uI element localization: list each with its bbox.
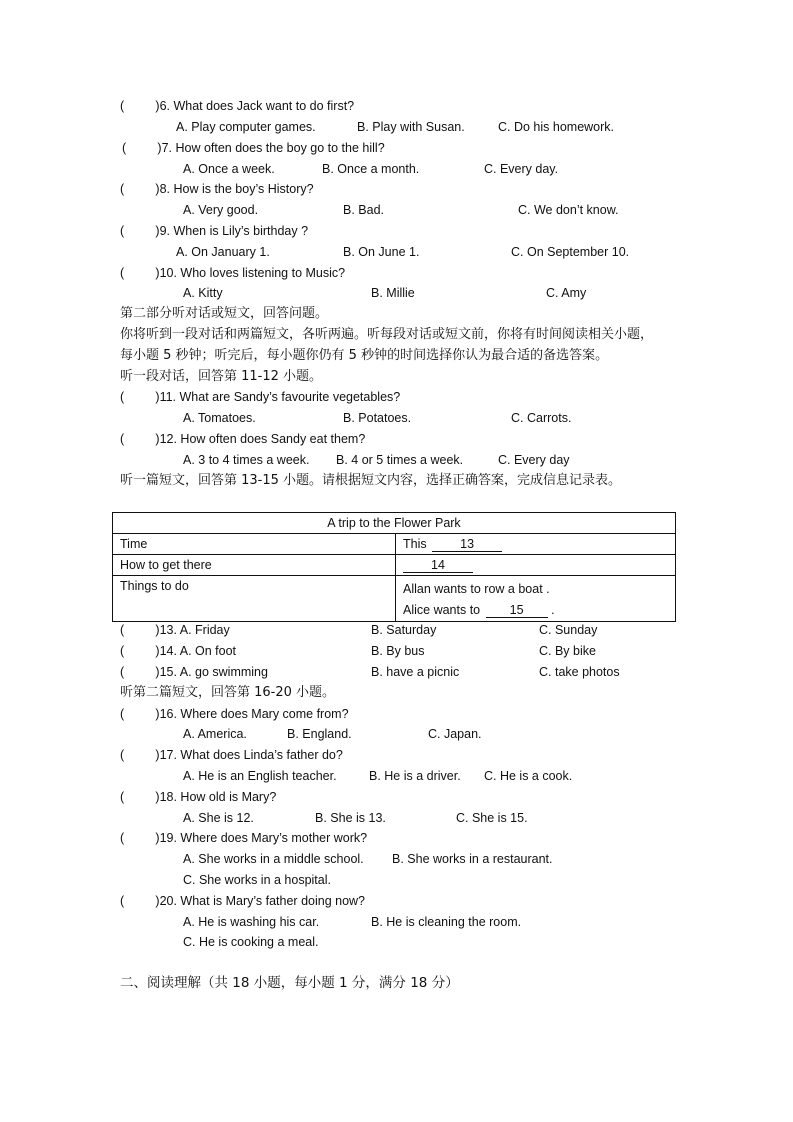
option-c: C. Sunday [539, 623, 598, 637]
table-label-time: Time [113, 534, 396, 555]
answer-blank-14: 14 [403, 558, 473, 573]
option-b: B. Millie [371, 286, 415, 300]
option-a: A. On January 1. [176, 245, 270, 259]
info-record-table [112, 512, 676, 622]
table-title: A trip to the Flower Park [113, 513, 676, 534]
option-c: C. Japan. [428, 727, 482, 741]
option-b: B. Saturday [371, 623, 437, 637]
question-stem: ( )14. A. On foot [120, 644, 237, 658]
option-c: C. Every day. [484, 162, 559, 176]
option-a: A. He is washing his car. [183, 915, 320, 929]
option-b: B. She is 13. [315, 811, 386, 825]
table-label-transport: How to get there [113, 555, 396, 576]
option-c: C. He is cooking a meal. [183, 935, 319, 949]
question-stem: ( )20. What is Mary’s father doing now? [120, 894, 366, 908]
activity-line [403, 600, 668, 621]
table-cell-transport [396, 555, 676, 576]
option-c: C. She is 15. [456, 811, 528, 825]
option-b: B. She works in a restaurant. [392, 852, 553, 866]
option-b: B. Potatoes. [343, 411, 412, 425]
question-stem: ( )10. Who loves listening to Music? [120, 266, 346, 280]
question-stem: ( )19. Where does Mary’s mother work? [120, 831, 368, 845]
question-stem: ( )11. What are Sandy’s favourite vegetables? [120, 390, 401, 404]
option-c: C. Do his homework. [498, 120, 615, 134]
option-c: C. He is a cook. [484, 769, 573, 783]
table-label-activities: Things to do [113, 576, 396, 622]
option-b: B. By bus [371, 644, 425, 658]
option-a: A. Kitty [183, 286, 223, 300]
table-cell-time [396, 534, 676, 555]
time-prefix: This [403, 536, 427, 551]
question-stem: ( )13. A. Friday [120, 623, 230, 637]
option-c: C. Every day [498, 453, 570, 467]
instruction-line: 每小题 5 秒钟；听完后，每小题你仍有 5 秒钟的时间选择你认为最合适的备选答案。 [120, 348, 609, 363]
option-a: A. America. [183, 727, 247, 741]
table-cell-activities [396, 576, 676, 622]
option-a: A. Once a week. [183, 162, 275, 176]
option-c: C. Amy [546, 286, 587, 300]
option-b: B. 4 or 5 times a week. [336, 453, 464, 467]
option-a: A. She is 12. [183, 811, 254, 825]
option-b: B. Play with Susan. [357, 120, 465, 134]
option-a: A. She works in a middle school. [183, 852, 364, 866]
option-c: C. We don’t know. [518, 203, 619, 217]
option-a: A. He is an English teacher. [183, 769, 337, 783]
option-b: B. He is a driver. [369, 769, 461, 783]
question-stem: ( )18. How old is Mary? [120, 790, 277, 804]
answer-blank-15: 15 [486, 603, 548, 618]
question-stem: ( )9. When is Lily’s birthday ? [120, 224, 309, 238]
option-b: B. Once a month. [322, 162, 420, 176]
option-c: C. By bike [539, 644, 596, 658]
option-b: B. Bad. [343, 203, 384, 217]
activity-prefix: Alice wants to [403, 603, 481, 617]
option-c: C. On September 10. [511, 245, 630, 259]
instruction-line: 你将听到一段对话和两篇短文，各听两遍。听每段对话或短文前，你将有时间阅读相关小题， [120, 327, 654, 342]
option-a: A. 3 to 4 times a week. [183, 453, 310, 467]
question-stem: ( )8. How is the boy’s History? [120, 182, 314, 196]
option-c: C. take photos [539, 665, 620, 679]
option-b: B. England. [287, 727, 352, 741]
answer-blank-13: 13 [432, 537, 502, 552]
option-b: B. He is cleaning the room. [371, 915, 522, 929]
question-stem: ( )6. What does Jack want to do first? [120, 99, 355, 113]
section-heading: 二、阅读理解（共 18 小题，每小题 1 分，满分 18 分） [120, 975, 459, 991]
activity-suffix: . [551, 603, 555, 617]
section-heading: 第二部分听对话或短文，回答问题。 [120, 306, 329, 321]
sub-heading: 听一篇短文，回答第 13-15 小题。请根据短文内容，选择正确答案，完成信息记录表。 [120, 473, 622, 488]
activity-line: Allan wants to row a boat . [403, 582, 550, 596]
option-a: A. Play computer games. [176, 120, 316, 134]
question-stem: ( )16. Where does Mary come from? [120, 707, 349, 721]
question-stem: ( )17. What does Linda’s father do? [120, 748, 343, 762]
sub-heading: 听一段对话，回答第 11-12 小题。 [120, 369, 323, 384]
question-stem: ( )12. How often does Sandy eat them? [120, 432, 366, 446]
question-stem: ( )15. A. go swimming [120, 665, 268, 679]
option-c: C. She works in a hospital. [183, 873, 331, 887]
option-a: A. Tomatoes. [183, 411, 256, 425]
option-b: B. have a picnic [371, 665, 460, 679]
question-stem: ( )7. How often does the boy go to the hill? [122, 141, 385, 155]
option-c: C. Carrots. [511, 411, 572, 425]
option-a: A. Very good. [183, 203, 259, 217]
sub-heading: 听第二篇短文，回答第 16-20 小题。 [120, 685, 336, 700]
option-b: B. On June 1. [343, 245, 420, 259]
